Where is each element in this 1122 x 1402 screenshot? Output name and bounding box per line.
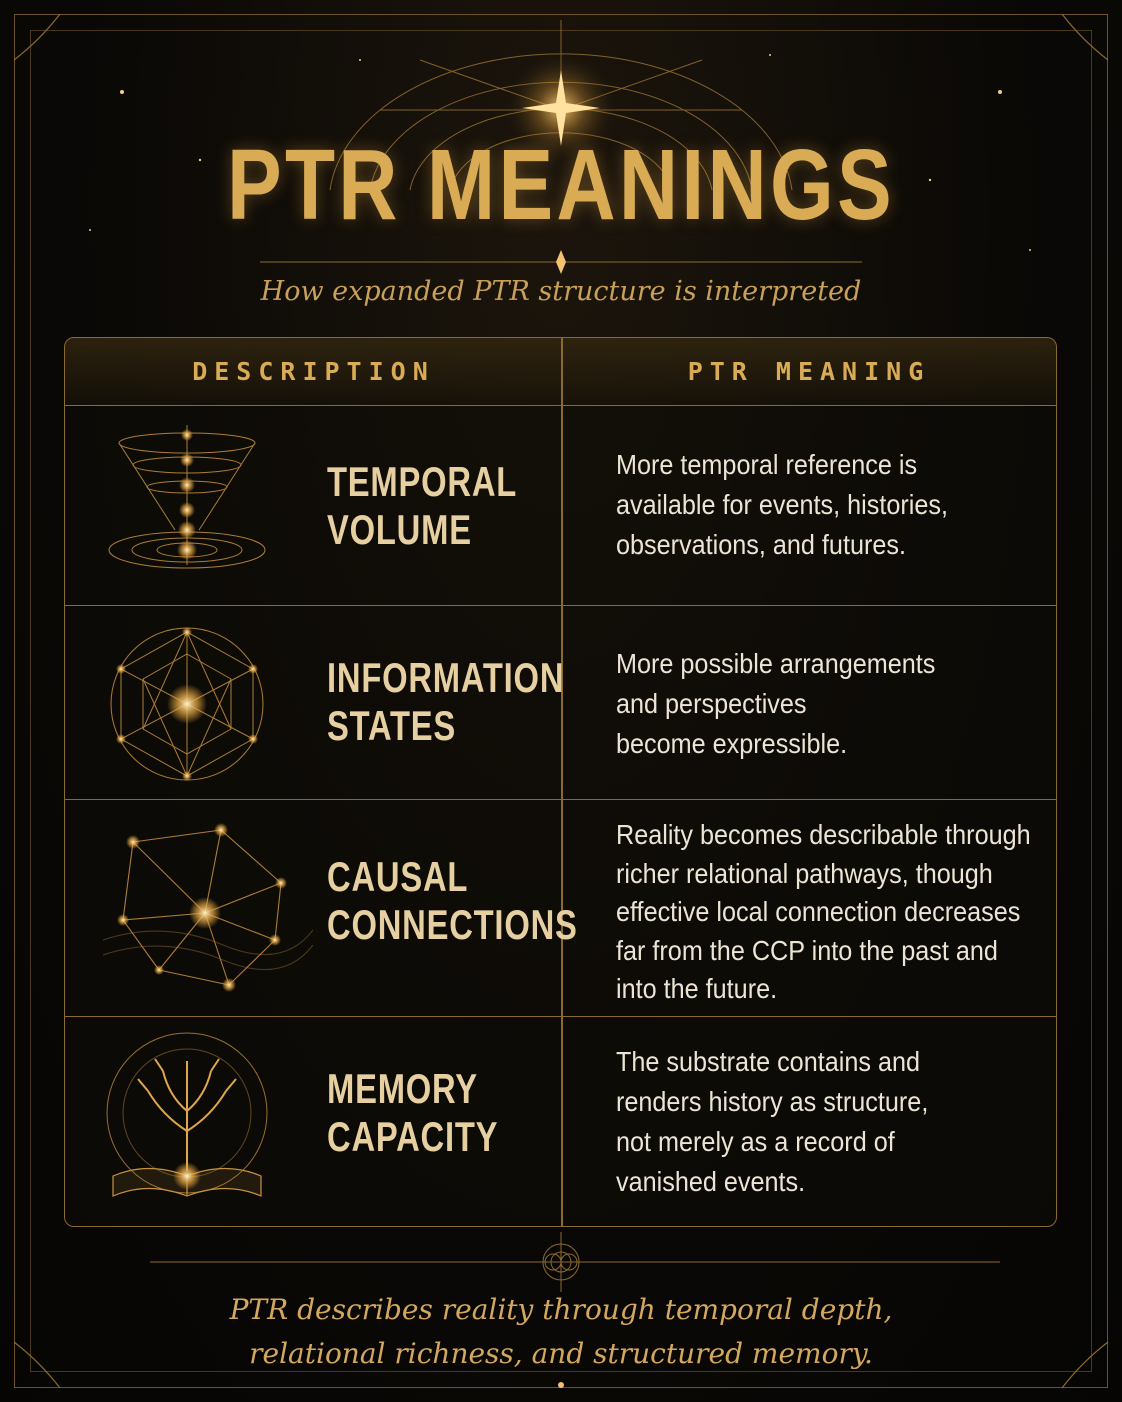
bottom-ornament [150, 1232, 1000, 1292]
row-label [327, 853, 578, 949]
meaning-line: vanished events. [616, 1166, 806, 1197]
row-label [327, 1065, 506, 1161]
row-label-line: STATES [327, 702, 457, 749]
row-label-line: CAUSAL [327, 853, 469, 900]
footer-line: relational richness, and structured memory. [249, 1337, 873, 1370]
table-row [65, 800, 1056, 1017]
row-label-line: VOLUME [327, 506, 472, 553]
meaning-line: More temporal reference is [616, 449, 918, 480]
page-title: PTR MEANINGS [226, 129, 896, 241]
network-nodes-icon [103, 820, 313, 1000]
meanings-table [64, 337, 1057, 1227]
meaning-line: available for events, histories, [616, 489, 948, 520]
meaning-line: not merely as a record of [616, 1126, 895, 1157]
table-row [65, 405, 1056, 606]
meaning-line: renders history as structure, [616, 1086, 929, 1117]
hourglass-cone-icon [103, 425, 313, 585]
row-label-line: INFORMATION [327, 654, 565, 701]
meaning-line: observations, and futures. [616, 529, 906, 560]
row-meaning [616, 816, 1031, 1009]
row-label-line: TEMPORAL [327, 458, 518, 505]
row-label-line: CAPACITY [327, 1113, 499, 1160]
footer-quote [0, 1288, 1122, 1376]
row-meaning [616, 644, 1003, 764]
meaning-line: richer relational pathways, though [616, 857, 993, 889]
footer-line: PTR describes reality through temporal depth, [229, 1293, 893, 1326]
header-description: DESCRIPTION [192, 357, 435, 386]
meaning-line: far from the CCP into the past and [616, 934, 998, 966]
meaning-line: More possible arrangements [616, 648, 936, 679]
row-meaning [616, 1042, 1003, 1202]
row-label-line: CONNECTIONS [327, 901, 578, 948]
row-label [327, 458, 518, 554]
meaning-line: Reality becomes describable through [616, 819, 1031, 850]
tree-book-icon [103, 1031, 313, 1211]
row-label-line: MEMORY [327, 1065, 478, 1112]
table-row [65, 606, 1056, 800]
meaning-line: effective local connection decreases [616, 896, 1021, 927]
page-subtitle: How expanded PTR structure is interpreted [260, 276, 862, 307]
meaning-line: become expressible. [616, 728, 848, 759]
row-meaning [616, 445, 1003, 565]
meaning-line: The substrate contains and [616, 1046, 920, 1077]
meaning-line: and perspectives [616, 688, 807, 719]
table-row [65, 1017, 1056, 1226]
header-ptr-meaning: PTR MEANING [687, 357, 931, 386]
row-label [327, 654, 565, 750]
meaning-line: into the future. [616, 973, 778, 1004]
geodesic-sphere-icon [103, 624, 313, 784]
